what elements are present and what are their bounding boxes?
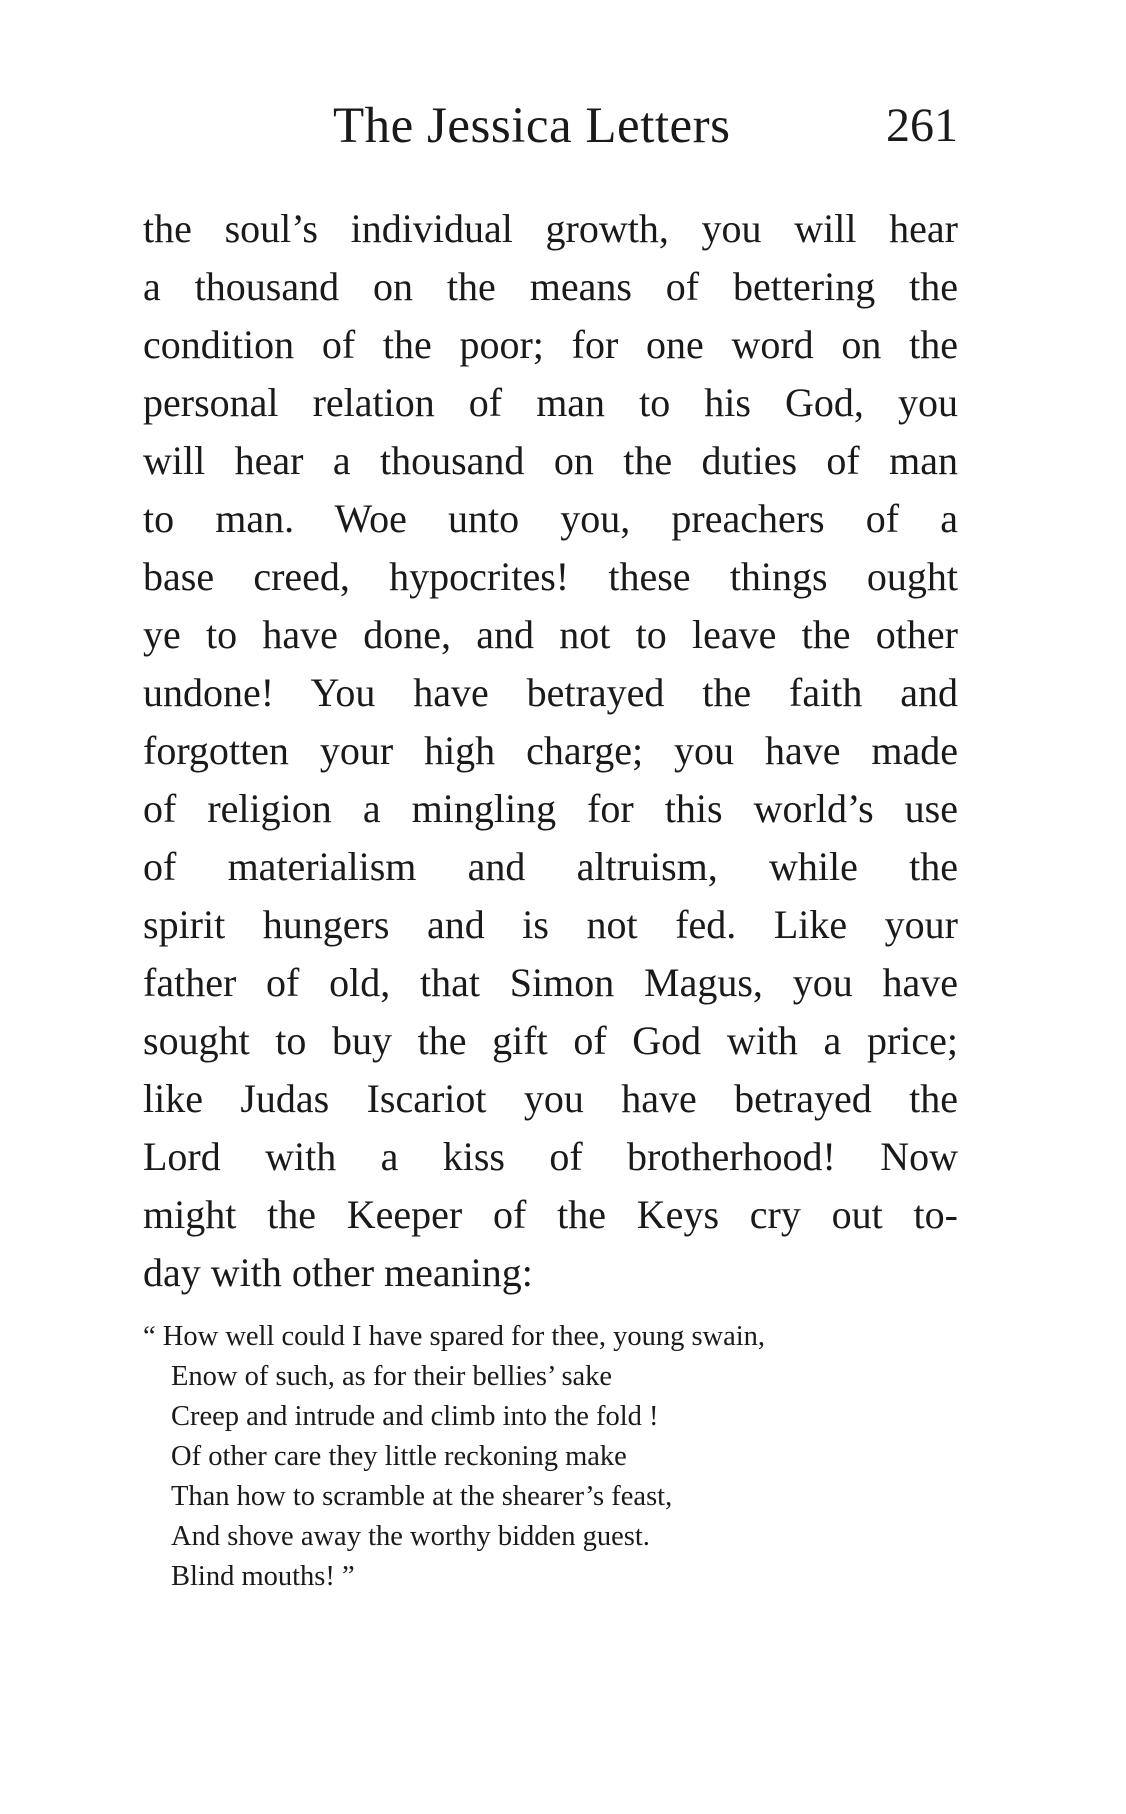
verse-line: Of other care they little reckoning make [171, 1441, 627, 1472]
verse-quotation [143, 1317, 958, 1597]
text-line: forgotten your high charge; you have made [143, 728, 958, 773]
text-line: to man. Woe unto you, preachers of a [143, 496, 958, 541]
verse-line: Creep and intrude and climb into the fold ! [171, 1401, 659, 1432]
text-line: ye to have done, and not to leave the other [143, 612, 958, 657]
body-paragraph [143, 200, 958, 1302]
verse-line: And shove away the worthy bidden guest. [171, 1521, 650, 1552]
text-line: father of old, that Simon Magus, you have [143, 960, 958, 1005]
verse-line: “ How well could I have spared for thee, young swain, [143, 1321, 766, 1352]
text-line: will hear a thousand on the duties of man [143, 438, 958, 483]
running-title: The Jessica Letters [333, 98, 731, 154]
text-line: the soul’s individual growth, you will hear [143, 206, 958, 251]
page-number: 261 [886, 99, 958, 152]
text-line: a thousand on the means of bettering the [143, 264, 958, 309]
text-line: spirit hungers and is not fed. Like your [143, 902, 958, 947]
text-line: like Judas Iscariot you have betrayed the [143, 1076, 958, 1121]
text-line: sought to buy the gift of God with a price; [143, 1018, 958, 1063]
verse-line: Blind mouths! ” [171, 1561, 355, 1592]
running-head [143, 96, 958, 156]
verse-line: Enow of such, as for their bellies’ sake [171, 1361, 613, 1392]
text-line: personal relation of man to his God, you [143, 380, 958, 425]
text-line: of materialism and altruism, while the [143, 844, 958, 889]
text-line: might the Keeper of the Keys cry out to- [143, 1192, 958, 1237]
verse-line: Than how to scramble at the shearer’s feast, [171, 1481, 673, 1512]
text-line: day with other meaning: [143, 1250, 533, 1295]
text-line: Lord with a kiss of brotherhood! Now [143, 1134, 958, 1179]
text-line: of religion a mingling for this world’s use [143, 786, 958, 831]
text-line: condition of the poor; for one word on the [143, 322, 958, 367]
text-line: base creed, hypocrites! these things ought [143, 554, 958, 599]
text-line: undone! You have betrayed the faith and [143, 670, 958, 715]
